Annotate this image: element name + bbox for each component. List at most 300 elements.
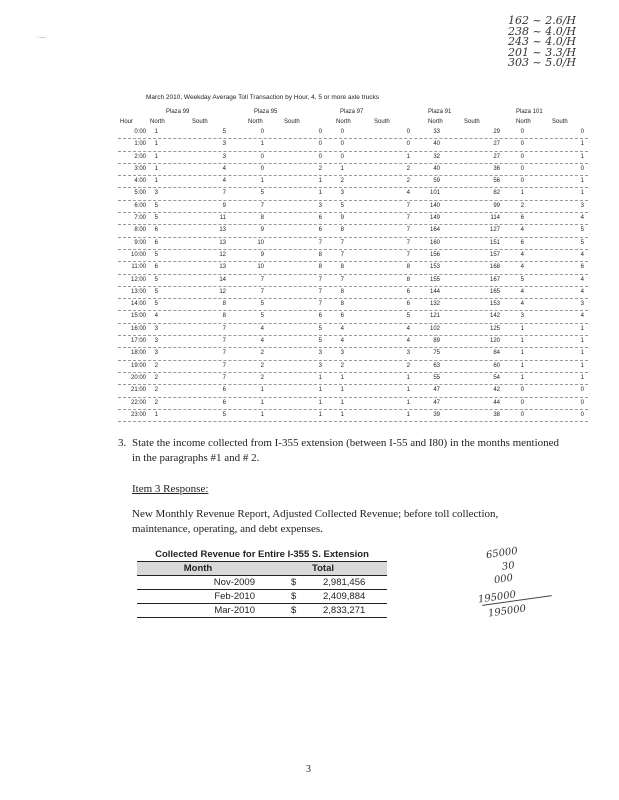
table-row <box>118 238 588 250</box>
table-row <box>118 324 588 336</box>
count-cell: 4 <box>260 325 264 332</box>
count-cell: 7 <box>406 215 410 222</box>
table-row <box>118 299 588 311</box>
count-cell: 60 <box>493 362 500 369</box>
count-cell: 2 <box>154 362 158 369</box>
table-row <box>118 287 588 299</box>
count-cell: 165 <box>489 288 500 295</box>
table-row <box>118 225 588 237</box>
count-cell: 1 <box>520 350 524 357</box>
table-title: March 2010, Weekday Average Toll Transaction by Hour, 4, 5 or more axle trucks <box>146 94 380 101</box>
count-cell: 1 <box>154 178 158 185</box>
count-cell: 1 <box>340 374 344 381</box>
hour-cell: 13:00 <box>130 288 146 295</box>
count-cell: 0 <box>580 165 584 172</box>
count-cell: 1 <box>260 411 264 418</box>
count-cell: 7 <box>406 251 410 258</box>
count-cell: 144 <box>429 288 440 295</box>
count-cell: 1 <box>520 190 524 197</box>
table-row <box>118 348 588 360</box>
plaza-label: Plaza 95 <box>254 109 278 115</box>
count-cell: 0 <box>318 153 322 160</box>
count-cell: 2 <box>154 399 158 406</box>
count-cell: 1 <box>580 178 584 185</box>
count-cell: 8 <box>318 264 322 271</box>
count-cell: 0 <box>520 387 524 394</box>
count-cell: 168 <box>489 264 500 271</box>
count-cell: 102 <box>429 325 440 332</box>
count-cell: 3 <box>222 141 226 148</box>
direction-label: North <box>150 119 165 125</box>
count-cell: 121 <box>429 313 440 320</box>
revenue-header <box>137 561 387 576</box>
count-cell: 7 <box>318 288 322 295</box>
direction-label: North <box>428 119 443 125</box>
count-cell: 13 <box>219 264 226 271</box>
count-cell: 5 <box>154 301 158 308</box>
count-cell: 5 <box>222 411 226 418</box>
count-cell: 1 <box>318 411 322 418</box>
hour-cell: 7:00 <box>134 215 146 222</box>
count-cell: 82 <box>493 190 500 197</box>
count-cell: 3 <box>580 202 584 209</box>
table-row <box>118 201 588 213</box>
calc-note: 65000 <box>485 545 519 562</box>
count-cell: 3 <box>318 202 322 209</box>
count-cell: 1 <box>340 399 344 406</box>
count-cell: 6 <box>154 227 158 234</box>
count-cell: 1 <box>340 387 344 394</box>
count-cell: 3 <box>154 338 158 345</box>
count-cell: 5 <box>406 313 410 320</box>
count-cell: 7 <box>318 276 322 283</box>
count-cell: 2 <box>340 178 344 185</box>
table-row <box>118 311 588 323</box>
count-cell: 1 <box>406 153 410 160</box>
count-cell: 1 <box>406 411 410 418</box>
count-cell: 6 <box>340 313 344 320</box>
count-cell: 5 <box>154 202 158 209</box>
count-cell: 3 <box>154 190 158 197</box>
count-cell: 1 <box>154 141 158 148</box>
count-cell: 7 <box>260 202 264 209</box>
count-cell: 7 <box>406 239 410 246</box>
plaza-label: Plaza 99 <box>166 109 190 115</box>
hour-cell: 21:00 <box>130 387 146 394</box>
hour-cell: 5:00 <box>134 190 146 197</box>
count-cell: 6 <box>154 239 158 246</box>
count-cell: 2 <box>340 362 344 369</box>
count-cell: 0 <box>318 141 322 148</box>
count-cell: 2 <box>406 165 410 172</box>
count-cell: 44 <box>493 399 500 406</box>
count-cell: 13 <box>219 239 226 246</box>
count-cell: 6 <box>318 215 322 222</box>
count-cell: 6 <box>406 288 410 295</box>
count-cell: 8 <box>340 227 344 234</box>
count-cell: 1 <box>520 325 524 332</box>
hour-header: Hour <box>120 119 134 125</box>
count-cell: 0 <box>520 178 524 185</box>
direction-label: North <box>516 119 531 125</box>
count-cell: 1 <box>520 338 524 345</box>
count-cell: 8 <box>260 215 264 222</box>
table-row <box>137 576 387 590</box>
count-cell: 0 <box>260 153 264 160</box>
count-cell: 2 <box>520 202 524 209</box>
direction-label: South <box>374 119 390 125</box>
count-cell: 0 <box>340 129 344 135</box>
count-cell: 6 <box>520 239 524 246</box>
count-cell: 0 <box>520 165 524 172</box>
count-cell: 1 <box>154 411 158 418</box>
count-cell: 1 <box>154 153 158 160</box>
count-cell: 8 <box>406 264 410 271</box>
count-cell: 167 <box>489 276 500 283</box>
response-heading: Item 3 Response: <box>132 483 209 495</box>
count-cell: 39 <box>433 411 440 418</box>
hour-cell: 11:00 <box>131 264 146 271</box>
table-row <box>118 213 588 225</box>
count-cell: 5 <box>318 325 322 332</box>
hour-cell: 18:00 <box>130 350 146 357</box>
hour-cell: 22:00 <box>130 399 146 406</box>
total-cell <box>259 577 387 588</box>
table-row <box>118 336 588 348</box>
count-cell: 40 <box>433 165 440 172</box>
count-cell: 1 <box>520 362 524 369</box>
count-cell: 1 <box>580 190 584 197</box>
count-cell: 1 <box>580 338 584 345</box>
currency-symbol: $ <box>291 605 297 616</box>
count-cell: 1 <box>318 387 322 394</box>
count-cell: 7 <box>222 190 226 197</box>
count-cell: 84 <box>493 350 500 357</box>
count-cell: 4 <box>222 178 226 185</box>
count-cell: 7 <box>260 276 264 283</box>
count-cell: 0 <box>580 387 584 394</box>
hour-cell: 9:00 <box>134 239 146 246</box>
count-cell: 0 <box>520 411 524 418</box>
hour-cell: 12:00 <box>130 276 146 283</box>
count-cell: 1 <box>406 387 410 394</box>
count-cell: 47 <box>433 399 440 406</box>
total-cell <box>259 591 387 602</box>
month-column-header: Month <box>183 563 213 574</box>
count-cell: 5 <box>520 276 524 283</box>
count-cell: 8 <box>340 288 344 295</box>
count-cell: 7 <box>406 227 410 234</box>
count-cell: 12 <box>219 288 226 295</box>
count-cell: 1 <box>318 399 322 406</box>
count-cell: 0 <box>520 153 524 160</box>
hour-cell: 3:00 <box>134 165 146 172</box>
count-cell: 99 <box>493 202 500 209</box>
count-cell: 140 <box>429 202 440 209</box>
count-cell: 59 <box>433 178 440 185</box>
count-cell: 32 <box>433 153 440 160</box>
count-cell: 12 <box>219 251 226 258</box>
traffic-rows <box>118 127 588 422</box>
hour-cell: 16:00 <box>130 325 146 332</box>
count-cell: 0 <box>318 129 322 135</box>
count-cell: 5 <box>318 338 322 345</box>
count-cell: 2 <box>406 362 410 369</box>
count-cell: 155 <box>429 276 440 283</box>
count-cell: 2 <box>260 362 264 369</box>
calc-note: 195000 <box>487 603 527 620</box>
count-cell: 153 <box>489 301 500 308</box>
count-cell: 5 <box>154 288 158 295</box>
hour-cell: 0:00 <box>134 129 146 135</box>
count-cell: 3 <box>318 350 322 357</box>
count-cell: 0 <box>340 153 344 160</box>
count-cell: 6 <box>520 215 524 222</box>
count-cell: 4 <box>222 165 226 172</box>
hour-cell: 4:00 <box>134 178 146 185</box>
count-cell: 125 <box>489 325 500 332</box>
count-cell: 55 <box>433 374 440 381</box>
count-cell: 1 <box>154 165 158 172</box>
count-cell: 7 <box>318 301 322 308</box>
count-cell: 156 <box>429 251 440 258</box>
count-cell: 63 <box>433 362 440 369</box>
count-cell: 0 <box>340 141 344 148</box>
count-cell: 1 <box>318 178 322 185</box>
count-cell: 4 <box>580 288 584 295</box>
total-cell <box>259 605 387 616</box>
count-cell: 5 <box>154 251 158 258</box>
count-cell: 149 <box>429 215 440 222</box>
count-cell: 6 <box>406 301 410 308</box>
count-cell: 2 <box>406 178 410 185</box>
count-cell: 132 <box>429 301 440 308</box>
count-cell: 4 <box>520 301 524 308</box>
count-cell: 7 <box>222 362 226 369</box>
count-cell: 10 <box>257 239 264 246</box>
count-cell: 8 <box>406 276 410 283</box>
revenue-table <box>137 549 387 618</box>
count-cell: 3 <box>340 190 344 197</box>
count-cell: 4 <box>580 215 584 222</box>
count-cell: 3 <box>222 153 226 160</box>
count-cell: 8 <box>222 301 226 308</box>
count-cell: 142 <box>489 313 500 320</box>
count-cell: 1 <box>260 387 264 394</box>
count-cell: 4 <box>406 190 410 197</box>
question-text: State the income collected from I-355 extension (between I-55 and I80) in the months mentioned in the paragraphs #1 and # 2. <box>132 437 560 464</box>
month-cell: Nov-2009 <box>213 577 255 588</box>
response-text: New Monthly Revenue Report, Adjusted Collected Revenue; before toll collection, maintenance, operating, and debt expenses. <box>132 508 499 535</box>
month-cell: Mar-2010 <box>214 605 255 616</box>
count-cell: 157 <box>489 251 500 258</box>
count-cell: 2 <box>154 374 158 381</box>
calc-note: 000 <box>493 572 514 587</box>
count-cell: 1 <box>580 374 584 381</box>
direction-label: South <box>284 119 300 125</box>
direction-label: South <box>552 119 568 125</box>
count-cell: 1 <box>580 362 584 369</box>
total-amount: 2,409,884 <box>323 591 366 602</box>
count-cell: 0 <box>580 129 584 135</box>
count-cell: 4 <box>520 251 524 258</box>
hour-cell: 23:00 <box>130 411 146 418</box>
count-cell: 4 <box>520 227 524 234</box>
count-cell: 0 <box>580 411 584 418</box>
count-cell: 42 <box>493 387 500 394</box>
currency-symbol: $ <box>291 577 297 588</box>
count-cell: 3 <box>154 350 158 357</box>
month-cell: Feb-2010 <box>214 591 255 602</box>
table-row <box>118 262 588 274</box>
count-cell: 3 <box>340 350 344 357</box>
count-cell: 75 <box>433 350 440 357</box>
count-cell: 0 <box>580 399 584 406</box>
handwritten-note: 162 ~ 2.6/H <box>508 14 576 27</box>
count-cell: 160 <box>429 239 440 246</box>
count-cell: 89 <box>433 338 440 345</box>
count-cell: 6 <box>318 227 322 234</box>
revenue-rows <box>137 576 387 618</box>
count-cell: 0 <box>406 141 410 148</box>
count-cell: 6 <box>580 264 584 271</box>
hour-cell: 8:00 <box>134 227 146 234</box>
count-cell: 0 <box>520 141 524 148</box>
count-cell: 7 <box>406 202 410 209</box>
count-cell: 120 <box>489 338 500 345</box>
count-cell: 13 <box>219 227 226 234</box>
handwritten-calculation <box>477 545 578 638</box>
count-cell: 8 <box>222 313 226 320</box>
direction-label: North <box>248 119 263 125</box>
count-cell: 127 <box>489 227 500 234</box>
count-cell: 4 <box>154 313 158 320</box>
hour-cell: 1:00 <box>134 141 146 148</box>
calc-note: 30 <box>501 560 516 573</box>
table-row <box>137 590 387 604</box>
count-cell: 14 <box>219 276 226 283</box>
table-row <box>118 139 588 151</box>
handwritten-notes <box>508 16 576 69</box>
stray-mark: · — <box>36 35 46 41</box>
count-cell: 5 <box>260 190 264 197</box>
hour-cell: 10:00 <box>130 251 146 258</box>
count-cell: 7 <box>222 325 226 332</box>
direction-label: South <box>464 119 480 125</box>
hour-cell: 17:00 <box>130 338 146 345</box>
count-cell: 7 <box>260 288 264 295</box>
count-cell: 1 <box>260 141 264 148</box>
hour-cell: 20:00 <box>130 374 146 381</box>
count-cell: 4 <box>520 264 524 271</box>
count-cell: 8 <box>340 301 344 308</box>
count-cell: 114 <box>490 215 500 222</box>
count-cell: 1 <box>154 129 158 135</box>
count-cell: 9 <box>260 227 264 234</box>
table-row <box>118 152 588 164</box>
count-cell: 11 <box>219 215 226 222</box>
handwritten-note: 243 ~ 4.0/H <box>508 35 576 48</box>
count-cell: 1 <box>406 399 410 406</box>
count-cell: 5 <box>260 301 264 308</box>
count-cell: 0 <box>406 129 410 135</box>
count-cell: 27 <box>493 153 500 160</box>
count-cell: 1 <box>260 399 264 406</box>
question-number: 3. <box>118 437 127 449</box>
table-row <box>118 275 588 287</box>
count-cell: 1 <box>340 165 344 172</box>
plaza-label: Plaza 101 <box>516 109 543 115</box>
count-cell: 153 <box>429 264 440 271</box>
count-cell: 164 <box>429 227 440 234</box>
total-amount: 2,981,456 <box>323 577 366 588</box>
count-cell: 0 <box>260 165 264 172</box>
count-cell: 2 <box>260 350 264 357</box>
count-cell: 5 <box>154 276 158 283</box>
table-row <box>118 373 588 385</box>
count-cell: 2 <box>154 387 158 394</box>
plaza-label: Plaza 97 <box>340 109 364 115</box>
count-cell: 1 <box>406 374 410 381</box>
count-cell: 4 <box>520 288 524 295</box>
count-cell: 5 <box>340 202 344 209</box>
table-row <box>137 604 387 618</box>
count-cell: 151 <box>489 239 500 246</box>
count-cell: 4 <box>580 251 584 258</box>
table-row <box>118 398 588 410</box>
table-row <box>118 164 588 176</box>
count-cell: 1 <box>520 374 524 381</box>
table-row <box>118 188 588 200</box>
count-cell: 8 <box>340 264 344 271</box>
count-cell: 1 <box>580 325 584 332</box>
count-cell: 1 <box>580 350 584 357</box>
count-cell: 6 <box>154 264 158 271</box>
count-cell: 2 <box>260 374 264 381</box>
count-cell: 3 <box>580 301 584 308</box>
count-cell: 9 <box>260 251 264 258</box>
count-cell: 7 <box>222 374 226 381</box>
count-cell: 7 <box>318 239 322 246</box>
count-cell: 4 <box>580 313 584 320</box>
count-cell: 54 <box>493 374 500 381</box>
hour-cell: 15:00 <box>130 313 146 320</box>
count-cell: 6 <box>318 313 322 320</box>
count-cell: 4 <box>340 325 344 332</box>
count-cell: 47 <box>433 387 440 394</box>
count-cell: 29 <box>493 129 500 135</box>
count-cell: 40 <box>433 141 440 148</box>
total-column-header: Total <box>312 563 334 574</box>
revenue-title: Collected Revenue for Entire I-355 S. Extension <box>155 549 369 560</box>
count-cell: 9 <box>222 202 226 209</box>
count-cell: 4 <box>406 338 410 345</box>
count-cell: 38 <box>493 411 500 418</box>
total-amount: 2,833,271 <box>323 605 366 616</box>
count-cell: 4 <box>260 338 264 345</box>
count-cell: 1 <box>580 141 584 148</box>
handwritten-note: 201 ~ 3.3/H <box>508 45 576 59</box>
page-number: 3 <box>306 764 311 775</box>
count-cell: 7 <box>340 276 344 283</box>
count-cell: 7 <box>340 251 344 258</box>
table-row <box>118 176 588 188</box>
handwritten-note: 238 ~ 4.0/H <box>508 24 576 38</box>
count-cell: 4 <box>406 325 410 332</box>
hour-cell: 6:00 <box>134 202 146 209</box>
count-cell: 27 <box>493 141 500 148</box>
count-cell: 101 <box>429 190 440 197</box>
